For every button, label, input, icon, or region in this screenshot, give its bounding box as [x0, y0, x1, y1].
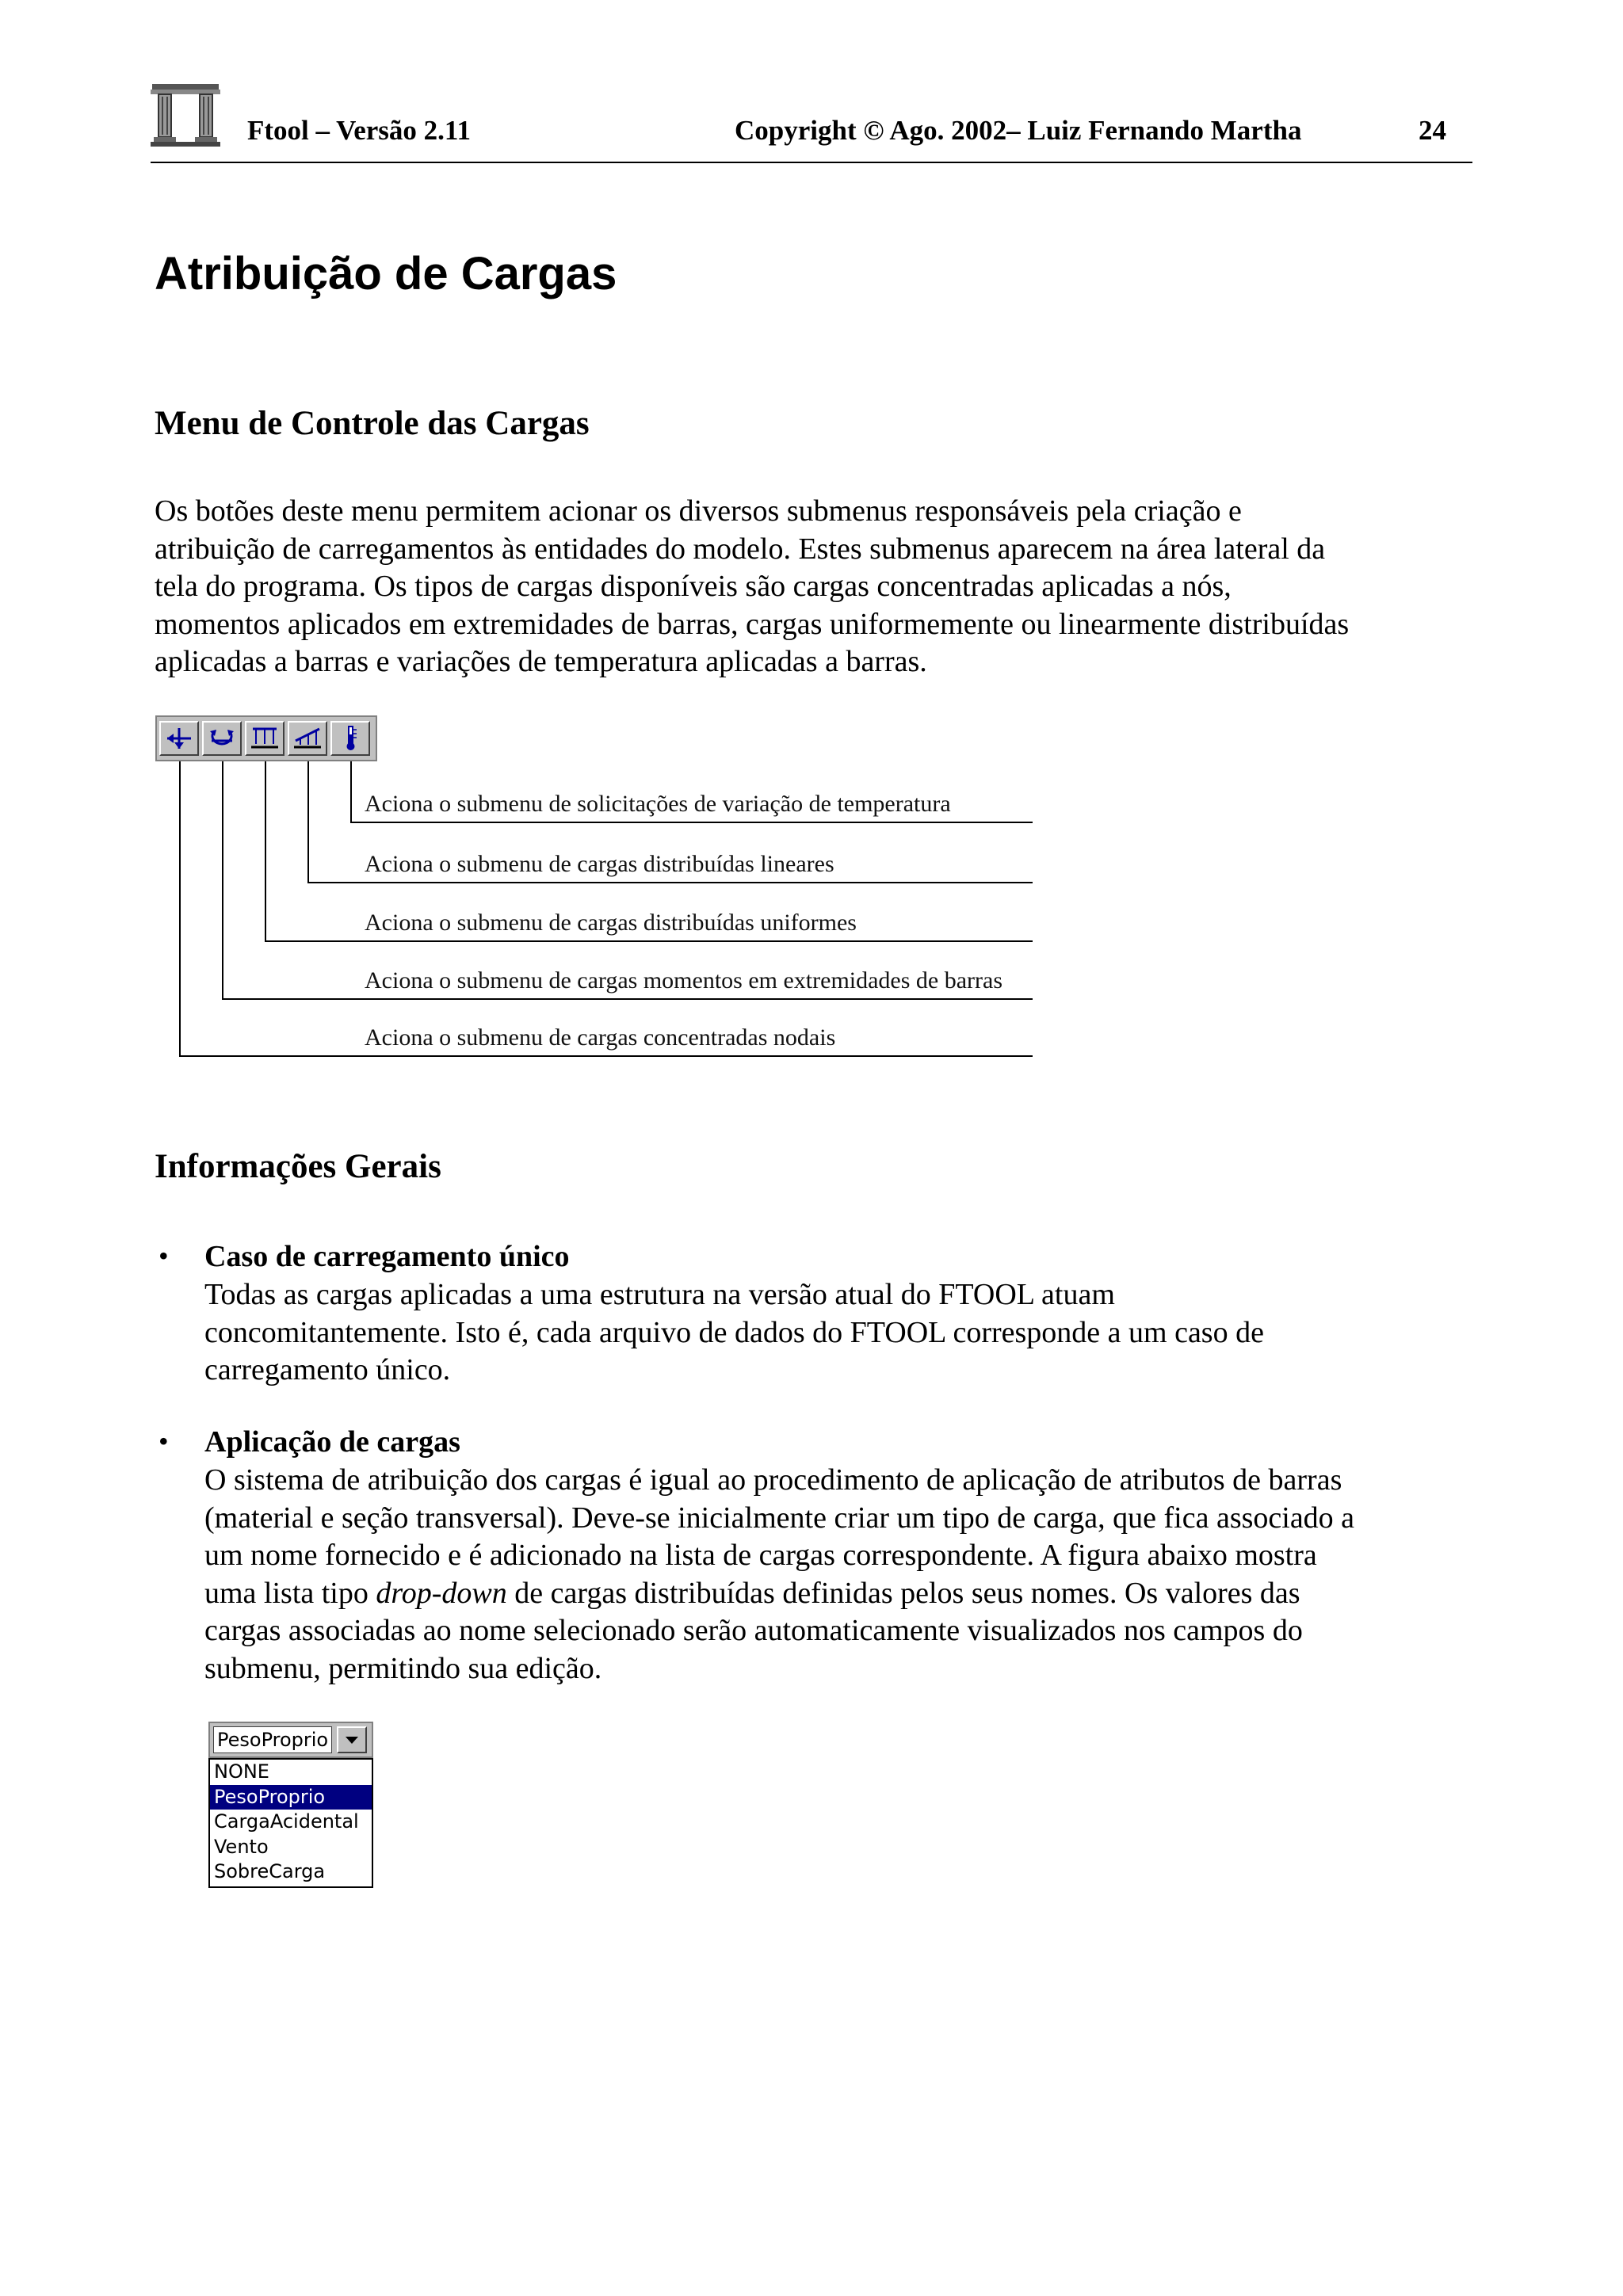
paragraph-line: momentos aplicados em extremidades de barras, cargas uniformemente ou linearmente distribuídas: [155, 607, 1350, 641]
bullet-paragraph: [204, 1462, 1488, 1688]
dropdown-option[interactable]: NONE: [214, 1760, 269, 1783]
connector-line: [179, 1055, 1033, 1057]
paragraph-line: Os botões deste menu permitem acionar os diversos submenus responsáveis pela criação e: [155, 494, 1242, 528]
connector-line: [350, 761, 352, 823]
paragraph-line: cargas associadas ao nome selecionado serão automaticamente visualizados nos campos do: [204, 1614, 1303, 1648]
paragraph-line: concomitantemente. Isto é, cada arquivo de dados do FTOOL corresponde a um caso de: [204, 1315, 1264, 1349]
bullet-symbol: •: [158, 1425, 169, 1457]
connector-line: [222, 761, 223, 1000]
paragraph-line: atribuição de carregamentos às entidades do modelo. Estes submenus aparecem na área lateral da: [155, 532, 1326, 566]
connector-line: [307, 882, 1033, 883]
callout-moment-load: Aciona o submenu de cargas momentos em extremidades de barras: [365, 967, 1003, 994]
nodal-load-button[interactable]: [159, 721, 199, 756]
paragraph-line: [204, 1575, 1488, 1613]
bullet-symbol: •: [158, 1240, 169, 1272]
bullet-paragraph: [204, 1276, 1488, 1390]
paragraph-line: carregamento único.: [204, 1353, 451, 1387]
bullet-title-aplicacao-cargas: Aplicação de cargas: [204, 1425, 460, 1459]
dropdown-option[interactable]: CargaAcidental: [214, 1810, 359, 1833]
moment-load-icon: [207, 725, 237, 752]
paragraph-line: tela do programa. Os tipos de cargas disponíveis são cargas concentradas aplicadas a nós,: [155, 570, 1232, 604]
connector-line: [265, 761, 266, 942]
page-number: 24: [1419, 115, 1446, 146]
connector-line: [307, 761, 309, 883]
dropdown-option[interactable]: SobreCarga: [214, 1860, 326, 1882]
section-heading-informacoes-gerais: Informações Gerais: [155, 1148, 441, 1185]
header-divider: [151, 162, 1472, 163]
load-name-dropdown[interactable]: [208, 1722, 373, 1758]
paragraph-line: Todas as cargas aplicadas a uma estrutura na versão atual do FTOOL atuam: [204, 1278, 1115, 1311]
callout-linear-load: Aciona o submenu de cargas distribuídas lineares: [365, 851, 834, 877]
paragraph-line: um nome fornecido e é adicionado na lista de cargas correspondente. A figura abaixo mostra: [204, 1539, 1317, 1573]
section-heading-menu-controle: Menu de Controle das Cargas: [155, 405, 590, 442]
chevron-down-icon[interactable]: [337, 1726, 367, 1753]
line-text: uma lista tipo: [204, 1576, 376, 1610]
connector-line: [265, 940, 1033, 942]
connector-line: [222, 998, 1033, 1000]
connector-line: [350, 822, 1033, 823]
uniform-load-icon: [250, 725, 280, 752]
temperature-load-button[interactable]: [330, 721, 370, 756]
callout-uniform-load: Aciona o submenu de cargas distribuídas uniformes: [365, 910, 857, 936]
load-toolbar: [155, 715, 377, 761]
dropdown-option-selected[interactable]: PesoProprio: [210, 1785, 372, 1810]
paragraph-line: aplicadas a barras e variações de temperatura aplicadas a barras.: [155, 645, 927, 679]
dropdown-selected-value: PesoProprio: [213, 1726, 332, 1753]
line-text: de cargas distribuídas definidas pelos seus nomes. Os valores das: [506, 1576, 1300, 1610]
callout-temperature: Aciona o submenu de solicitações de variação de temperatura: [365, 791, 951, 817]
section1-paragraph: [155, 493, 1486, 681]
header-doc-title: Ftool – Versão 2.11: [247, 115, 471, 146]
paragraph-line: submenu, permitindo sua edição.: [204, 1651, 602, 1685]
nodal-load-icon: [164, 725, 194, 752]
dropdown-options-list: [208, 1758, 373, 1888]
uniform-load-button[interactable]: [245, 721, 285, 756]
italic-term: drop-down: [376, 1576, 507, 1610]
thermometer-icon: [335, 725, 365, 752]
page-title: Atribuição de Cargas: [155, 248, 617, 299]
bullet-title-caso-carregamento: Caso de carregamento único: [204, 1240, 570, 1273]
paragraph-line: (material e seção transversal). Deve-se inicialmente criar um tipo de carga, que fica associado a: [204, 1501, 1355, 1535]
linear-load-button[interactable]: [288, 721, 327, 756]
greek-pillars-logo-icon: [151, 82, 220, 147]
connector-line: [179, 761, 181, 1057]
callout-nodal-load: Aciona o submenu de cargas concentradas nodais: [365, 1024, 836, 1051]
linear-load-icon: [292, 725, 323, 752]
header-copyright: Copyright © Ago. 2002– Luiz Fernando Martha: [735, 115, 1302, 146]
moment-load-button[interactable]: [202, 721, 242, 756]
dropdown-option[interactable]: Vento: [214, 1835, 269, 1858]
paragraph-line: O sistema de atribuição dos cargas é igual ao procedimento de aplicação de atributos de barras: [204, 1463, 1342, 1497]
